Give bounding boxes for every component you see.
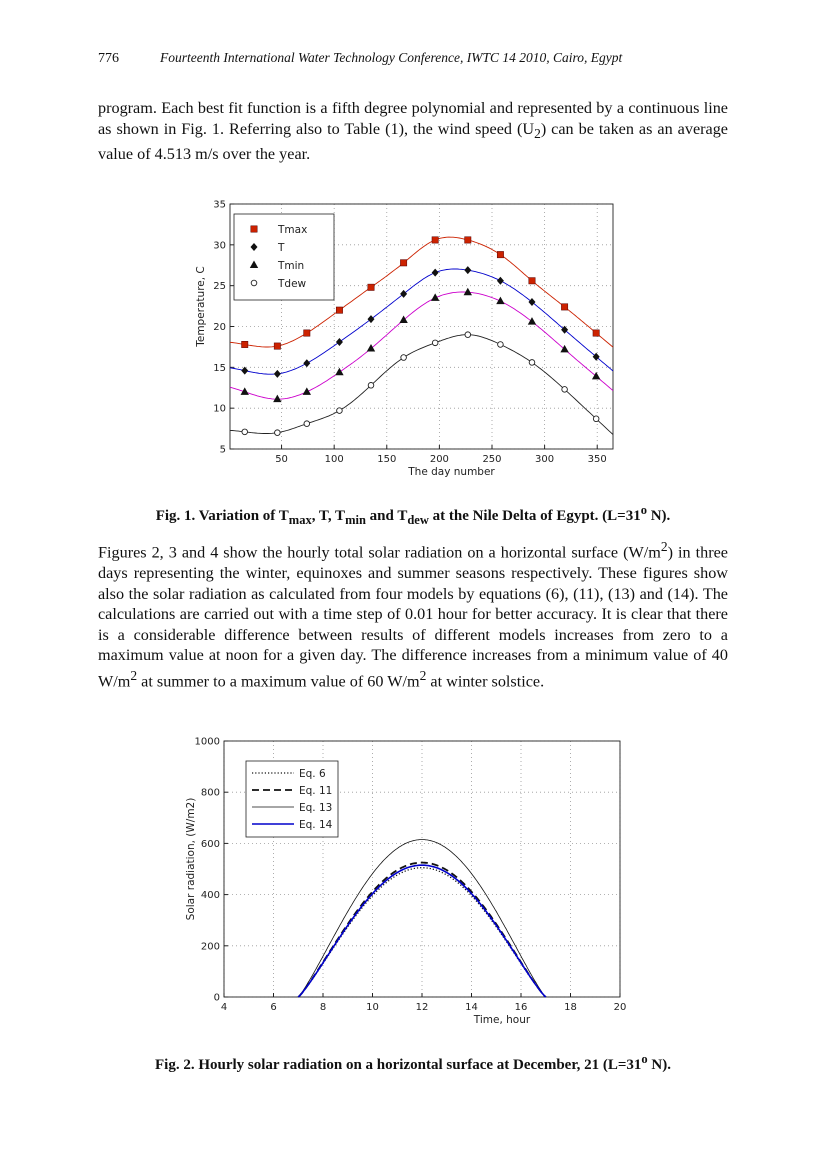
legend-label-eq-11: Eq. 11	[299, 785, 333, 797]
data-point-tmax	[242, 341, 248, 347]
data-point-t	[561, 326, 568, 334]
data-point-tmin	[528, 317, 536, 325]
data-point-tmin	[335, 368, 343, 376]
data-point-t	[593, 353, 600, 361]
data-point-t	[464, 266, 471, 274]
data-point-tmin	[431, 293, 439, 301]
legend-label-tmax: Tmax	[278, 224, 308, 236]
data-point-tmax	[432, 237, 438, 243]
data-point-t	[241, 367, 248, 375]
data-point-tmax	[304, 330, 310, 336]
figure-2-solar-radiation-chart	[170, 730, 640, 1035]
data-point-tmin	[496, 297, 504, 305]
y-tick-label: 800	[200, 787, 220, 799]
x-tick-label: 6	[270, 1002, 277, 1013]
legend-marker-tmax	[251, 226, 257, 232]
legend-label-tmin: Tmin	[278, 260, 305, 272]
figure-2-caption: Fig. 2. Hourly solar radiation on a horizontal surface at December, 21 ($L=31^o$ N).	[154, 1052, 671, 1073]
data-point-tmax	[465, 237, 471, 243]
x-tick-label: 100	[324, 454, 344, 465]
x-tick-label: 150	[377, 454, 397, 465]
y-tick-label: 20	[213, 322, 226, 333]
data-point-tdew	[304, 421, 310, 427]
data-point-tdew	[465, 332, 471, 338]
x-tick-label: 14	[465, 1002, 478, 1013]
data-point-tdew	[562, 387, 568, 393]
data-point-t	[274, 370, 281, 378]
y-tick-label: 400	[200, 890, 220, 902]
y-tick-label: 200	[200, 941, 220, 953]
y-axis-label: Solar radiation, (W/m2)	[185, 797, 197, 921]
data-point-tmin	[399, 315, 407, 323]
data-point-t	[497, 277, 504, 285]
legend	[234, 214, 334, 300]
y-tick-label: 35	[213, 199, 226, 211]
data-point-tmax	[529, 278, 535, 284]
data-point-t	[528, 298, 535, 306]
data-point-tdew	[242, 429, 248, 435]
x-tick-label: 50	[275, 454, 288, 465]
legend-label-t: T	[278, 242, 285, 254]
legend-label-eq-13: Eq. 13	[299, 802, 333, 814]
paragraph-2: Figures 2, 3 and 4 show the hourly total solar radiation on a horizontal surface $(W/m^2)$ in three days representing the winter, equinoxes and summer seasons respectively. These figures show also the solar radiation as calculated from four models by equations (6), (11), (13) and (14). The calculations are carried out with a time step of 0.01 hour for better accuracy. It is clear that there is a considerable difference between results of different models increases from zero to a maximum value at noon for a given day. The difference increases from a minimum value of 40 $W/m^2$ at summer to a maximum value of 60 $W/m^2$ at winter solstice.	[98, 539, 728, 691]
y-tick-label: 25	[213, 281, 226, 293]
figure-1-temperature-chart	[175, 192, 635, 487]
data-point-t	[336, 338, 343, 346]
x-tick-label: 250	[482, 454, 502, 465]
y-tick-label: 30	[213, 240, 226, 252]
y-tick-label: 5	[219, 444, 226, 456]
data-point-tmax	[593, 330, 599, 336]
data-point-t	[303, 359, 310, 367]
data-point-tdew	[401, 355, 407, 361]
running-header	[98, 49, 738, 68]
data-point-t	[367, 315, 374, 323]
data-point-tmin	[560, 345, 568, 353]
x-tick-label: 300	[535, 454, 555, 465]
x-tick-label: 18	[564, 1002, 577, 1013]
data-point-tdew	[432, 340, 438, 346]
data-point-tdew	[275, 430, 281, 436]
y-tick-label: 0	[213, 992, 220, 1004]
data-point-tdew	[368, 383, 374, 389]
series-line-tdew	[230, 335, 613, 435]
legend-marker-tdew	[251, 280, 257, 286]
data-point-tmin	[303, 387, 311, 395]
x-tick-label: 10	[366, 1002, 379, 1013]
x-tick-label: 16	[514, 1002, 528, 1013]
data-point-tmax	[497, 251, 503, 257]
data-point-tmax	[561, 304, 567, 310]
x-tick-label: 20	[613, 1002, 627, 1013]
y-axis-label: Temperature, C	[195, 266, 207, 347]
data-point-t	[432, 269, 439, 277]
data-point-tdew	[498, 342, 504, 348]
x-tick-label: 12	[415, 1002, 429, 1013]
conference-title: Fourteenth International Water Technology Conference, IWTC 14 2010, Cairo, Egypt	[160, 50, 623, 65]
data-point-tmax	[368, 284, 374, 290]
figure-1-caption: Fig. 1. Variation of $T_{max}$, T, $T_{min}$ and $T_{dew}$ at the Nile Delta of Egypt. ($L=31^o$ N).	[155, 503, 671, 527]
data-point-tdew	[593, 416, 599, 422]
data-point-tmin	[592, 372, 600, 380]
legend-label-eq-6: Eq. 6	[299, 768, 326, 780]
paragraph-1: program. Each best fit function is a fifth degree polynomial and represented by a continuous line as shown in Fig. 1. Referring also to Table (1), the wind speed $(U_2)$ can be taken as an average value of 4.513 m/s over the year.	[98, 99, 728, 164]
x-axis-label: The day number	[408, 466, 495, 478]
y-tick-label: 10	[213, 403, 226, 415]
data-point-t	[400, 290, 407, 298]
series-line-tmin	[230, 292, 613, 399]
data-point-tmax	[400, 260, 406, 266]
data-point-tdew	[337, 408, 343, 414]
page-number: 776	[98, 51, 119, 66]
y-tick-label: 1000	[194, 736, 220, 748]
legend	[246, 761, 338, 837]
legend-label-tdew: Tdew	[278, 278, 307, 290]
y-tick-label: 15	[213, 362, 226, 374]
data-point-tmin	[367, 344, 375, 352]
x-tick-label: 8	[319, 1002, 327, 1013]
x-tick-label: 4	[220, 1002, 228, 1013]
x-axis-label: Time, hour	[473, 1014, 531, 1026]
legend-label-eq-14: Eq. 14	[299, 819, 333, 831]
data-point-tmax	[274, 343, 280, 349]
data-point-tdew	[529, 360, 535, 366]
data-point-tmin	[464, 288, 472, 296]
y-tick-label: 600	[200, 838, 220, 850]
x-tick-label: 200	[429, 454, 449, 465]
x-tick-label: 350	[587, 454, 607, 465]
data-point-tmin	[273, 395, 281, 403]
data-point-tmax	[336, 307, 342, 313]
